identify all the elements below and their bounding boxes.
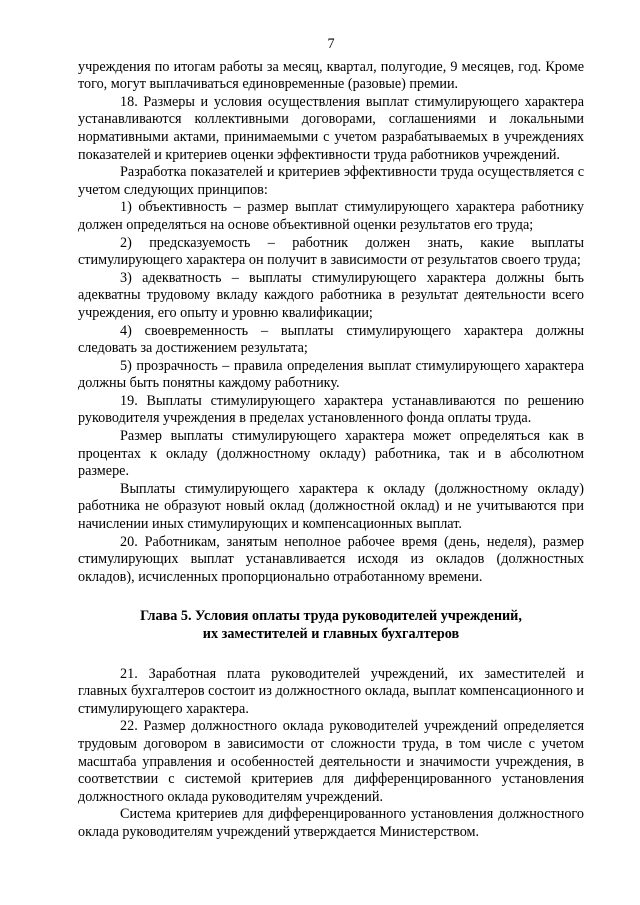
page-number: 7 (327, 36, 335, 52)
paragraph: Разработка показателей и критериев эффективности труда осуществляется с учетом следующих принципов: (78, 164, 584, 198)
paragraph-item-22: 22. Размер должностного оклада руководителей учреждений определяется трудовым договором в зависимости от сложности труда, в том числе с учетом масштаба управления и особенностей деятельности и значимости учреждения, в соответствии с системой критериев для дифференцированного установления должностного оклада руководителям учреждений. (78, 718, 584, 805)
paragraph: Размер выплаты стимулирующего характера может определяться как в процентах к окладу (должностному окладу) работника, так и в абсолютном размере. (78, 428, 584, 480)
paragraph: Система критериев для дифференцированного установления должностного оклада руководителям учреждений утверждается Министерством. (78, 806, 584, 840)
chapter-heading-line-2: их заместителей и главных бухгалтеров (202, 626, 460, 642)
principle-timeliness: 4) своевременность – выплаты стимулирующего характера должны следовать за достижением результата; (78, 322, 584, 357)
paragraph-item-20: 20. Работникам, занятым неполное рабочее время (день, неделя), размер стимулирующих выплат устанавливается исходя из окладов (должностных окладов), исчисленных пропорционально отработанному времени. (78, 533, 584, 585)
chapter-heading (78, 608, 584, 643)
paragraph-item-18: 18. Размеры и условия осуществления выплат стимулирующего характера устанавливаются коллективными договорами, соглашениями и локальными нормативными актами, принимаемыми с учетом разрабатываемых в учреждениях показателей и критериев оценки эффективности труда работников учреждений. (78, 93, 584, 163)
paragraph: Выплаты стимулирующего характера к окладу (должностному окладу) работника не образуют новый оклад (должностной оклад) и не учитываются при начислении иных стимулирующих и компенсационных выплат. (78, 480, 584, 533)
paragraph-item-19: 19. Выплаты стимулирующего характера устанавливаются по решению руководителя учреждения в пределах установленного фонда оплаты труда. (78, 392, 584, 427)
principle-objectivity: 1) объективность – размер выплат стимулирующего характера работнику должен определяться на основе объективной оценки результатов его труда; (78, 199, 584, 233)
chapter-heading-line-1: Глава 5. Условия оплаты труда руководителей учреждений, (140, 608, 522, 625)
section-after (78, 666, 584, 842)
paragraph-item-21: 21. Заработная плата руководителей учреждений, их заместителей и главных бухгалтеров состоит из должностного оклада, выплат компенсационного и стимулирующего характера. (78, 665, 584, 717)
section-before (78, 59, 584, 587)
principle-adequacy: 3) адекватность – выплаты стимулирующего характера должны быть адекватны трудовому вкладу каждого работника в результат деятельности всего учреждения, его опыту и уровню квалификации; (78, 269, 584, 321)
principle-transparency: 5) прозрачность – правила определения выплат стимулирующего характера должны быть понятны каждому работнику. (78, 357, 584, 392)
principle-predictability: 2) предсказуемость – работник должен знать, какие выплаты стимулирующего характера он получит в зависимости от результатов своего труда; (78, 234, 584, 269)
paragraph: учреждения по итогам работы за месяц, квартал, полугодие, 9 месяцев, год. Кроме того, могут выплачиваться единовременные (разовые) премии. (78, 58, 584, 93)
